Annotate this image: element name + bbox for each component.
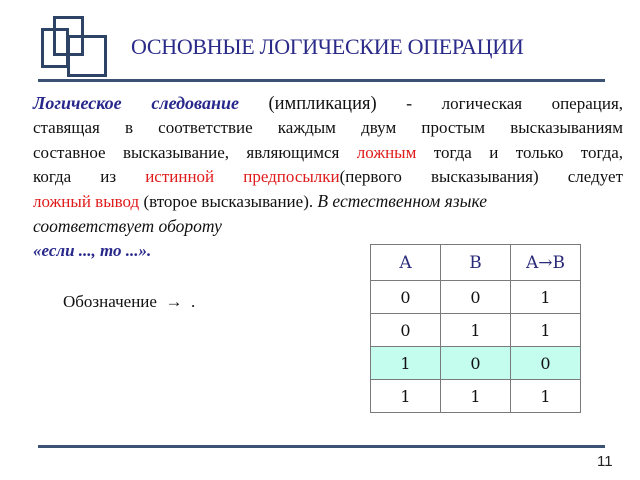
slide-title: ОСНОВНЫЕ ЛОГИЧЕСКИЕ ОПЕРАЦИИ xyxy=(131,34,524,59)
term-implication: Логическое следование xyxy=(33,93,239,113)
cell-result: 1 xyxy=(511,380,581,413)
table-row xyxy=(371,281,581,314)
definition-text: тогда и только тогда, xyxy=(433,142,624,162)
definition-line-4 xyxy=(33,165,623,189)
logo-square-left xyxy=(41,28,69,68)
cell-b: 0 xyxy=(441,281,511,314)
definition-line-1 xyxy=(33,91,623,116)
cell-result: 0 xyxy=(511,347,581,380)
overlapping-squares-icon xyxy=(0,0,120,85)
page-number: 11 xyxy=(597,453,613,470)
definition-text: (второе высказывание). xyxy=(143,192,314,212)
keyword-true-premise: истинной предпосылки xyxy=(145,166,340,186)
cell-a: 1 xyxy=(371,380,441,413)
keyword-false: ложным xyxy=(356,142,417,162)
table-row xyxy=(371,380,581,413)
implication-arrow-icon: → xyxy=(165,292,183,311)
definition-text: (первого высказывания) следует xyxy=(339,166,623,186)
header-a-implies-b: A→B xyxy=(511,245,581,281)
definition-line-5 xyxy=(33,189,623,214)
notation-label: Обозначение xyxy=(63,292,157,311)
definition-text: составное высказывание, являющимся xyxy=(33,142,340,162)
cell-a: 0 xyxy=(371,281,441,314)
dash: - xyxy=(406,93,413,113)
truth-table-header xyxy=(371,245,581,281)
definition-line-6: соответствует обороту xyxy=(33,216,222,237)
definition-text: логическая операция, xyxy=(441,94,624,113)
table-row xyxy=(371,314,581,347)
cell-b: 1 xyxy=(441,380,511,413)
logo-square-right xyxy=(67,35,107,77)
truth-table xyxy=(370,244,581,413)
cell-a: 1 xyxy=(371,347,441,380)
cell-b: 0 xyxy=(441,347,511,380)
cell-result: 1 xyxy=(511,314,581,347)
notation-line xyxy=(63,292,195,312)
top-divider xyxy=(38,79,605,82)
header-b: B xyxy=(441,245,511,281)
cell-result: 1 xyxy=(511,281,581,314)
definition-text: когда из xyxy=(33,166,117,186)
keyword-false-conclusion: ложный вывод xyxy=(33,192,140,212)
definition-line-2: ставящая в соответствие каждым двум простым высказываниям xyxy=(33,118,623,138)
header-a: A xyxy=(371,245,441,281)
table-row-highlighted xyxy=(371,347,581,380)
cell-b: 1 xyxy=(441,314,511,347)
bottom-divider xyxy=(38,445,605,448)
definition-line-3 xyxy=(33,141,623,165)
definition-paragraph xyxy=(33,91,623,263)
term-alias: (импликация) xyxy=(268,94,377,114)
notation-end: . xyxy=(190,292,196,311)
natural-language-note: В естественном языке xyxy=(317,191,487,212)
if-then-phrase: «если ..., то ...». xyxy=(33,240,152,260)
cell-a: 0 xyxy=(371,314,441,347)
